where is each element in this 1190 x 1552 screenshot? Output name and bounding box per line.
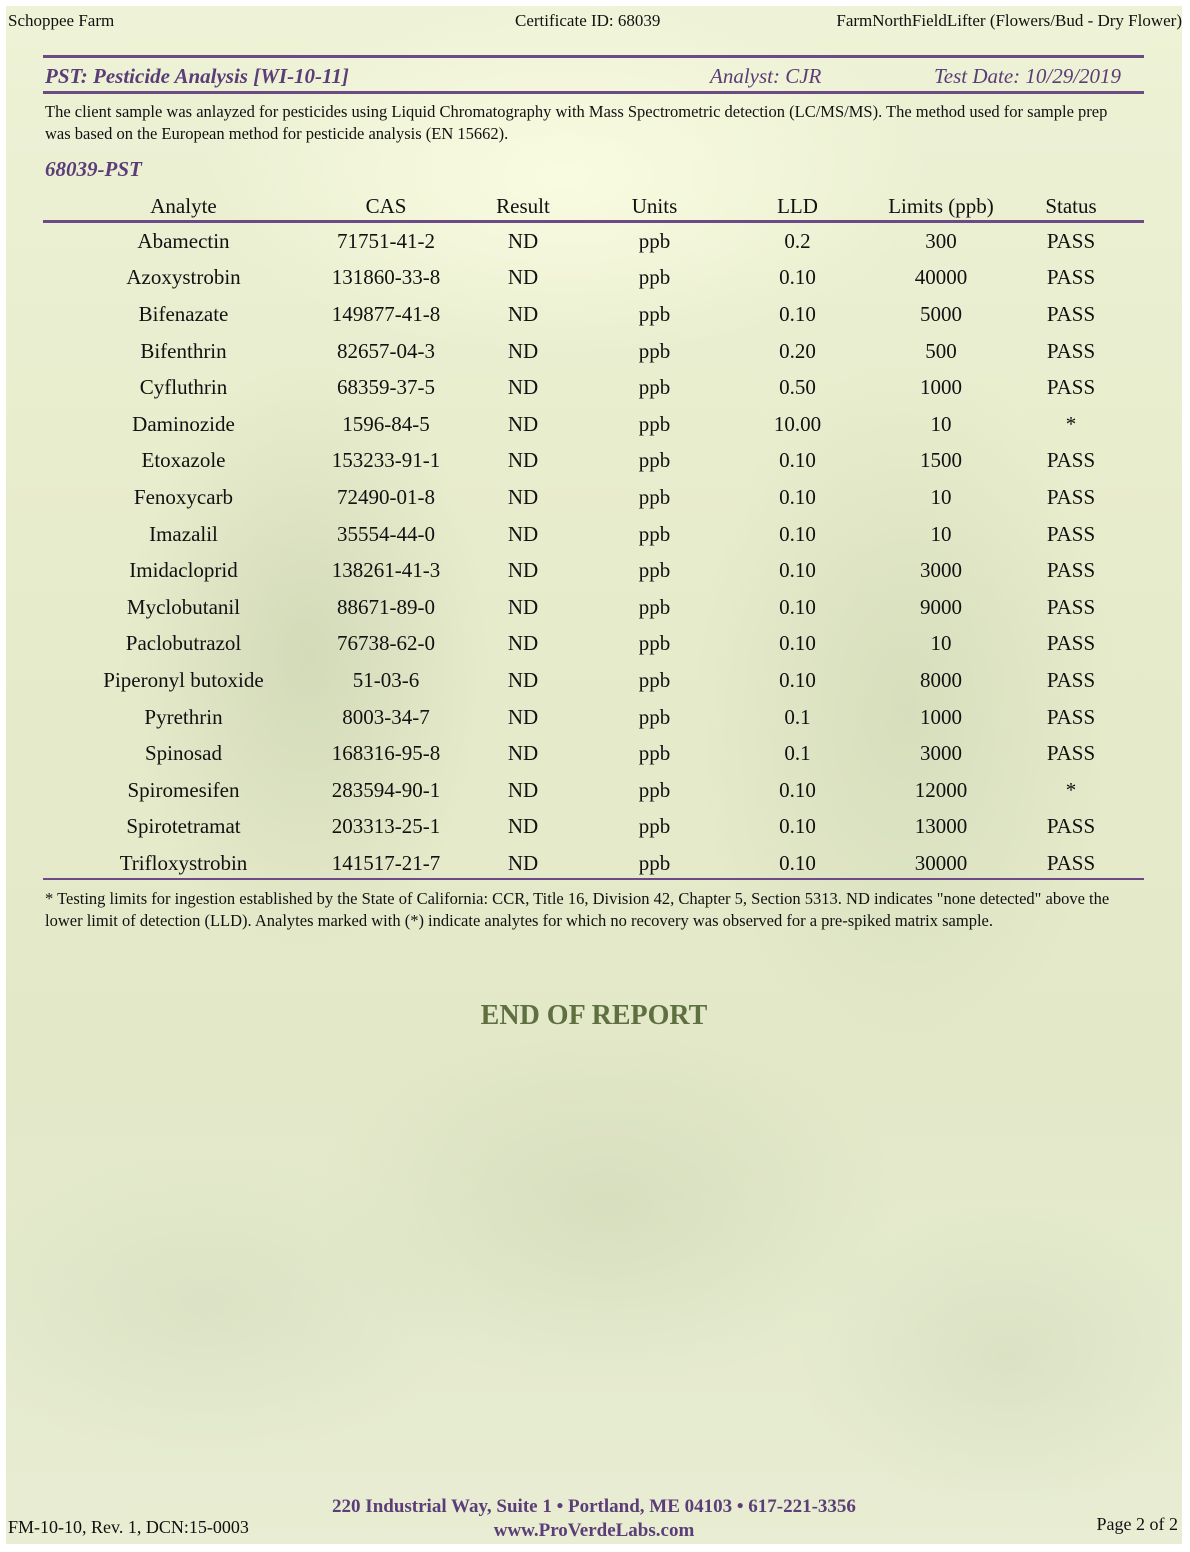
cell-units: ppb: [638, 558, 671, 583]
cell-analyte: Fenoxycarb: [133, 484, 234, 509]
table-row: [43, 296, 1144, 333]
cell-units: ppb: [638, 484, 671, 509]
table-body: [43, 222, 1144, 882]
cell-result: ND: [507, 777, 539, 802]
cell-analyte: Daminozide: [132, 411, 235, 436]
cell-cas: 82657-04-3: [337, 338, 435, 363]
sample-id: 68039-PST: [45, 157, 142, 181]
col-analyte: Analyte: [150, 193, 217, 218]
cell-status: PASS: [1046, 850, 1096, 875]
cell-limits: 30000: [914, 850, 968, 875]
cell-cas: 35554-44-0: [337, 521, 435, 546]
cell-status: *: [1065, 777, 1077, 802]
cell-units: ppb: [638, 631, 671, 656]
form-id: FM-10-10, Rev. 1, DCN:15-0003: [8, 1517, 249, 1537]
cell-lld: 0.10: [779, 301, 816, 326]
cell-result: ND: [507, 741, 539, 766]
cell-status: PASS: [1046, 704, 1096, 729]
cell-cas: 88671-89-0: [337, 594, 435, 619]
cell-status: PASS: [1046, 265, 1096, 290]
table-row: [43, 552, 1144, 589]
lab-website[interactable]: www.ProVerdeLabs.com: [493, 1520, 695, 1541]
table-row: [43, 516, 1144, 553]
table-row: [43, 479, 1144, 516]
certificate-id: Certificate ID: 68039: [515, 11, 661, 30]
cell-analyte: Spinosad: [144, 741, 222, 766]
col-cas: CAS: [365, 193, 407, 218]
cell-lld: 0.10: [779, 265, 816, 290]
col-status: Status: [1045, 193, 1097, 218]
report-page: [6, 6, 1182, 1544]
cell-lld: 0.10: [779, 594, 816, 619]
cell-units: ppb: [638, 228, 671, 253]
cell-limits: 3000: [920, 741, 962, 766]
cell-units: ppb: [638, 301, 671, 326]
client-name: Schoppee Farm: [8, 11, 115, 30]
table-row: [43, 699, 1144, 736]
cell-cas: 203313-25-1: [331, 814, 441, 839]
cell-limits: 3000: [920, 558, 962, 583]
cell-result: ND: [507, 521, 539, 546]
cell-result: ND: [507, 667, 539, 692]
cell-cas: 153233-91-1: [331, 448, 441, 473]
cell-analyte: Trifloxystrobin: [119, 850, 248, 875]
cell-status: PASS: [1046, 301, 1096, 326]
table-header-row: [43, 192, 1144, 222]
cell-analyte: Pyrethrin: [144, 704, 223, 729]
cell-status: PASS: [1046, 631, 1096, 656]
page-number: Page 2 of 2: [1096, 1514, 1178, 1534]
cell-analyte: Piperonyl butoxide: [103, 667, 264, 692]
cell-status: PASS: [1046, 558, 1096, 583]
table-row: [43, 369, 1144, 406]
table-row: [43, 260, 1144, 297]
cell-lld: 0.1: [784, 741, 811, 766]
table-row: [43, 406, 1144, 443]
cell-limits: 500: [925, 338, 957, 363]
cell-lld: 0.10: [779, 558, 816, 583]
cell-limits: 300: [925, 228, 957, 253]
col-limits: Limits (ppb): [888, 193, 994, 218]
cell-result: ND: [507, 850, 539, 875]
cell-analyte: Azoxystrobin: [126, 265, 241, 290]
table-row: [43, 772, 1144, 809]
table-row: [43, 589, 1144, 626]
cell-limits: 12000: [914, 777, 968, 802]
cell-cas: 1596-84-5: [342, 411, 430, 436]
cell-result: ND: [507, 265, 539, 290]
table-row: [43, 809, 1144, 846]
table-bottom-rule: [43, 878, 1144, 880]
cell-cas: 149877-41-8: [331, 301, 441, 326]
cell-status: PASS: [1046, 814, 1096, 839]
cell-lld: 0.10: [779, 631, 816, 656]
table-row: [43, 662, 1144, 699]
cell-result: ND: [507, 594, 539, 619]
cell-analyte: Etoxazole: [141, 448, 226, 473]
cell-cas: 51-03-6: [352, 667, 420, 692]
cell-cas: 68359-37-5: [337, 375, 435, 400]
cell-units: ppb: [638, 521, 671, 546]
cell-limits: 10: [930, 484, 952, 509]
section-rule: [43, 91, 1144, 94]
section-title: PST: Pesticide Analysis [WI-10-11]: [45, 64, 349, 88]
cell-lld: 0.50: [779, 375, 816, 400]
cell-units: ppb: [638, 375, 671, 400]
cell-analyte: Abamectin: [137, 228, 230, 253]
cell-units: ppb: [638, 777, 671, 802]
table-row: [43, 626, 1144, 663]
col-units: Units: [631, 193, 678, 218]
table-row: [43, 735, 1144, 772]
cell-lld: 0.20: [779, 338, 816, 363]
cell-result: ND: [507, 558, 539, 583]
cell-status: PASS: [1046, 741, 1096, 766]
cell-units: ppb: [638, 265, 671, 290]
cell-analyte: Paclobutrazol: [125, 631, 242, 656]
cell-lld: 0.10: [779, 521, 816, 546]
cell-lld: 10.00: [773, 411, 822, 436]
cell-limits: 1500: [920, 448, 962, 473]
cell-limits: 10: [930, 411, 952, 436]
cell-analyte: Imazalil: [149, 521, 218, 546]
cell-lld: 0.10: [779, 814, 816, 839]
cell-analyte: Bifenazate: [138, 301, 229, 326]
table-row: [43, 333, 1144, 370]
method-description: The client sample was anlayzed for pesticides using Liquid Chromatography with Mass Spectrometric detection (LC/MS/MS). The method used for sample prep was based on the European method for pesticide analysis (EN 15662).: [45, 102, 1108, 143]
table-row: [43, 845, 1144, 882]
cell-limits: 8000: [920, 667, 962, 692]
cell-limits: 10: [930, 631, 952, 656]
cell-lld: 0.1: [784, 704, 811, 729]
cell-limits: 9000: [920, 594, 962, 619]
cell-units: ppb: [638, 448, 671, 473]
table-row: [43, 222, 1144, 260]
cell-cas: 283594-90-1: [331, 777, 441, 802]
cell-limits: 1000: [920, 375, 962, 400]
cell-status: *: [1065, 411, 1077, 436]
cell-limits: 5000: [920, 301, 962, 326]
cell-analyte: Spiromesifen: [127, 777, 240, 802]
footnote: * Testing limits for ingestion established by the State of California: CCR, Title 16, Division 42, Chapter 5, Section 5313. ND indicates "none detected" above the lower limit of detection (LLD). Analytes marked with (*) indicate analytes for which no recovery was observed for a pre-spiked matrix sample.: [45, 889, 1110, 930]
cell-units: ppb: [638, 338, 671, 363]
cell-lld: 0.10: [779, 484, 816, 509]
cell-result: ND: [507, 411, 539, 436]
cell-units: ppb: [638, 741, 671, 766]
cell-lld: 0.10: [779, 448, 816, 473]
cell-units: ppb: [638, 667, 671, 692]
lab-address: 220 Industrial Way, Suite 1 • Portland, ME 04103 • 617-221-3356: [332, 1496, 856, 1517]
sample-description: FarmNorthFieldLifter (Flowers/Bud - Dry Flower): [836, 11, 1182, 30]
cell-cas: 71751-41-2: [337, 228, 435, 253]
cell-result: ND: [507, 338, 539, 363]
cell-result: ND: [507, 375, 539, 400]
cell-result: ND: [507, 301, 539, 326]
cell-status: PASS: [1046, 375, 1096, 400]
cell-units: ppb: [638, 411, 671, 436]
pesticide-table: [43, 192, 1144, 882]
cell-analyte: Myclobutanil: [126, 594, 241, 619]
col-lld: LLD: [777, 193, 818, 218]
cell-limits: 1000: [920, 704, 962, 729]
cell-result: ND: [507, 631, 539, 656]
cell-analyte: Cyfluthrin: [139, 375, 228, 400]
cell-status: PASS: [1046, 521, 1096, 546]
cell-cas: 168316-95-8: [331, 741, 441, 766]
cell-status: PASS: [1046, 228, 1096, 253]
col-result: Result: [496, 193, 550, 218]
cell-result: ND: [507, 228, 539, 253]
cell-cas: 141517-21-7: [331, 850, 441, 875]
cell-analyte: Spirotetramat: [126, 814, 241, 839]
cell-lld: 0.10: [779, 667, 816, 692]
test-date: Test Date: 10/29/2019: [934, 64, 1122, 88]
cell-status: PASS: [1046, 667, 1096, 692]
cell-result: ND: [507, 484, 539, 509]
cell-status: PASS: [1046, 484, 1096, 509]
table-row: [43, 443, 1144, 480]
cell-units: ppb: [638, 850, 671, 875]
cell-limits: 13000: [914, 814, 968, 839]
cell-cas: 138261-41-3: [331, 558, 441, 583]
cell-result: ND: [507, 448, 539, 473]
cell-analyte: Imidacloprid: [129, 558, 238, 583]
cell-units: ppb: [638, 594, 671, 619]
cell-lld: 0.10: [779, 850, 816, 875]
cell-status: PASS: [1046, 448, 1096, 473]
cell-lld: 0.10: [779, 777, 816, 802]
cell-units: ppb: [638, 704, 671, 729]
cell-result: ND: [507, 704, 539, 729]
cell-lld: 0.2: [784, 228, 811, 253]
cell-status: PASS: [1046, 338, 1096, 363]
cell-limits: 40000: [914, 265, 968, 290]
analyst: Analyst: CJR: [710, 64, 822, 88]
cell-cas: 8003-34-7: [342, 704, 430, 729]
cell-units: ppb: [638, 814, 671, 839]
cell-cas: 72490-01-8: [337, 484, 435, 509]
cell-result: ND: [507, 814, 539, 839]
top-rule: [43, 55, 1144, 58]
cell-cas: 131860-33-8: [331, 265, 441, 290]
end-of-report: END OF REPORT: [480, 1000, 708, 1031]
cell-cas: 76738-62-0: [337, 631, 435, 656]
cell-status: PASS: [1046, 594, 1096, 619]
cell-limits: 10: [930, 521, 952, 546]
cell-analyte: Bifenthrin: [140, 338, 227, 363]
